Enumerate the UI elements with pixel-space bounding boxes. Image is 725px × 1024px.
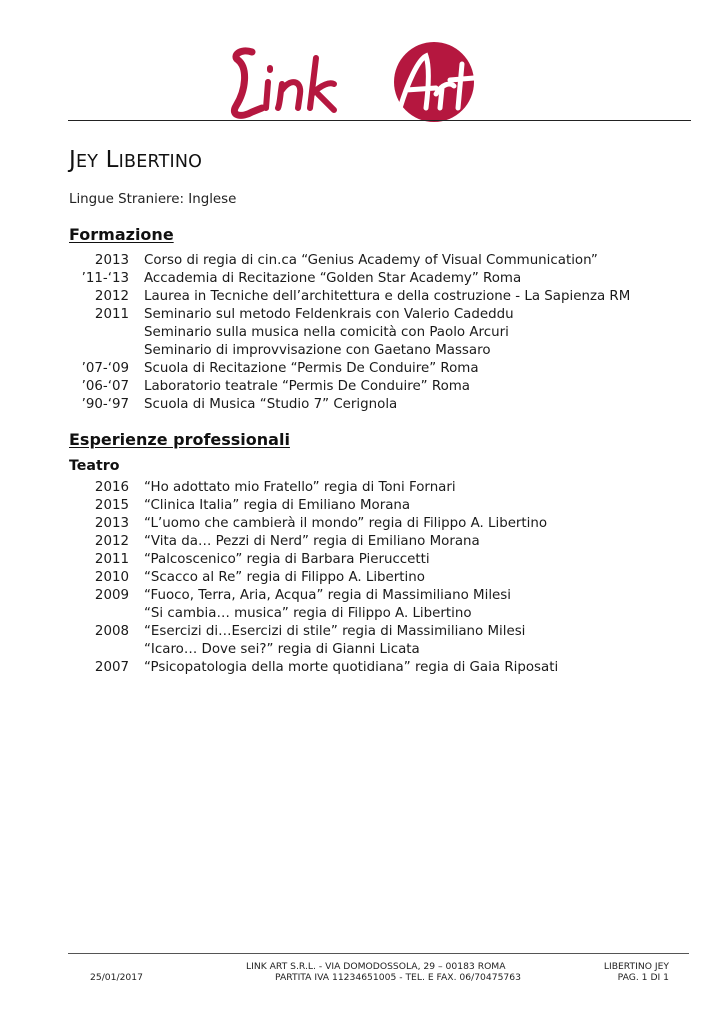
logo-script-ink: [266, 58, 334, 110]
entry-year: 2009: [94, 588, 129, 603]
entry-text: “Esercizi di…Esercizi di stile” regia di Massimiliano Milesi: [144, 624, 526, 639]
first-name-rest: EY: [75, 152, 99, 172]
languages-line: Lingue Straniere: Inglese: [69, 192, 237, 207]
formazione-entry: [69, 378, 679, 396]
entry-text: “Scacco al Re” regia di Filippo A. Libertino: [144, 570, 425, 585]
entry-text: Laurea in Tecniche dell’architettura e della costruzione - La Sapienza RM: [144, 289, 631, 304]
entry-year: 2012: [94, 534, 129, 549]
entry-year: 2016: [94, 480, 129, 495]
entry-text: “L’uomo che cambierà il mondo” regia di Filippo A. Libertino: [144, 516, 548, 531]
formazione-entry: [69, 252, 679, 270]
entry-text: “Vita da… Pezzi di Nerd” regia di Emiliano Morana: [144, 534, 480, 549]
entry-text: “Psicopatologia della morte quotidiana” regia di Gaia Riposati: [144, 660, 559, 675]
teatro-entry: [69, 551, 679, 569]
formazione-entry: [69, 288, 679, 306]
entry-text: Scuola di Recitazione “Permis De Conduire” Roma: [144, 361, 479, 376]
last-name-rest: IBERTINO: [118, 152, 203, 172]
formazione-entry: [69, 360, 679, 378]
footer-page-number: PAG. 1 DI 1: [617, 972, 669, 983]
footer-author: LIBERTINO JEY: [603, 961, 669, 972]
entry-year: ’06-‘07: [81, 379, 129, 394]
entry-year: 2012: [94, 289, 129, 304]
entry-text: “Ho adottato mio Fratello” regia di Toni Fornari: [144, 480, 456, 495]
entry-year: [69, 342, 129, 360]
teatro-entry: [69, 497, 679, 515]
person-name: [69, 147, 202, 173]
entry-text: Accademia di Recitazione “Golden Star Academy” Roma: [144, 271, 522, 286]
formazione-list: [69, 252, 679, 414]
entry-year: 2010: [94, 570, 129, 585]
teatro-entry: [69, 659, 679, 677]
teatro-entry: [69, 533, 679, 551]
entry-year: ’11-‘13: [81, 271, 129, 286]
entry-year: 2015: [94, 498, 129, 513]
entry-year: [69, 605, 129, 623]
teatro-entry: [69, 587, 679, 605]
section-formazione-title: Formazione: [69, 225, 174, 244]
entry-text: Scuola di Musica “Studio 7” Cerignola: [144, 397, 398, 412]
teatro-entry: [69, 641, 679, 659]
teatro-entry: [69, 623, 679, 641]
entry-year: ’90-‘97: [81, 397, 129, 412]
entry-text: “Fuoco, Terra, Aria, Acqua” regia di Massimiliano Milesi: [144, 588, 511, 603]
entry-year: 2007: [94, 660, 129, 675]
subsection-teatro-title: Teatro: [69, 458, 120, 474]
formazione-entry: [69, 270, 679, 288]
entry-year: 2011: [94, 552, 129, 567]
footer-tax-line: PARTITA IVA 11234651005 - TEL. E FAX. 06/70475763: [275, 972, 521, 983]
teatro-entry: [69, 479, 679, 497]
teatro-entry: [69, 605, 679, 623]
teatro-list: [69, 479, 679, 677]
entry-text: “Si cambia… musica” regia di Filippo A. Libertino: [144, 606, 472, 621]
formazione-entry: [69, 342, 679, 360]
entry-year: 2013: [94, 253, 129, 268]
entry-year: 2013: [94, 516, 129, 531]
link-art-logo: [222, 38, 492, 124]
entry-year: ’07-‘09: [81, 361, 129, 376]
entry-text: “Icaro… Dove sei?” regia di Gianni Licata: [144, 642, 420, 657]
teatro-entry: [69, 569, 679, 587]
logo-script-l: [234, 51, 262, 115]
footer-rule: [68, 953, 689, 954]
entry-year: 2011: [94, 307, 129, 322]
last-name-initial: L: [105, 147, 119, 173]
teatro-entry: [69, 515, 679, 533]
entry-text: Laboratorio teatrale “Permis De Conduire” Roma: [144, 379, 471, 394]
entry-year: [69, 324, 129, 342]
section-esperienze-title: Esperienze professionali: [69, 430, 290, 449]
entry-year: [69, 641, 129, 659]
entry-text: Seminario sulla musica nella comicità con Paolo Arcuri: [144, 325, 509, 340]
entry-text: Corso di regia di cin.ca “Genius Academy of Visual Communication”: [144, 253, 598, 268]
formazione-entry: [69, 306, 679, 324]
footer-company-line: LINK ART S.R.L. - VIA DOMODOSSOLA, 29 – 00183 ROMA: [246, 961, 506, 972]
header-rule: [68, 120, 691, 121]
formazione-entry: [69, 324, 679, 342]
first-name-initial: J: [69, 147, 76, 173]
entry-year: 2008: [94, 624, 129, 639]
entry-text: “Palcoscenico” regia di Barbara Pieruccetti: [144, 552, 430, 567]
entry-text: Seminario di improvvisazione con Gaetano Massaro: [144, 343, 491, 358]
footer-date: 25/01/2017: [90, 972, 143, 983]
formazione-entry: [69, 396, 679, 414]
entry-text: “Clinica Italia” regia di Emiliano Morana: [144, 498, 411, 513]
entry-text: Seminario sul metodo Feldenkrais con Valerio Cadeddu: [144, 307, 514, 322]
